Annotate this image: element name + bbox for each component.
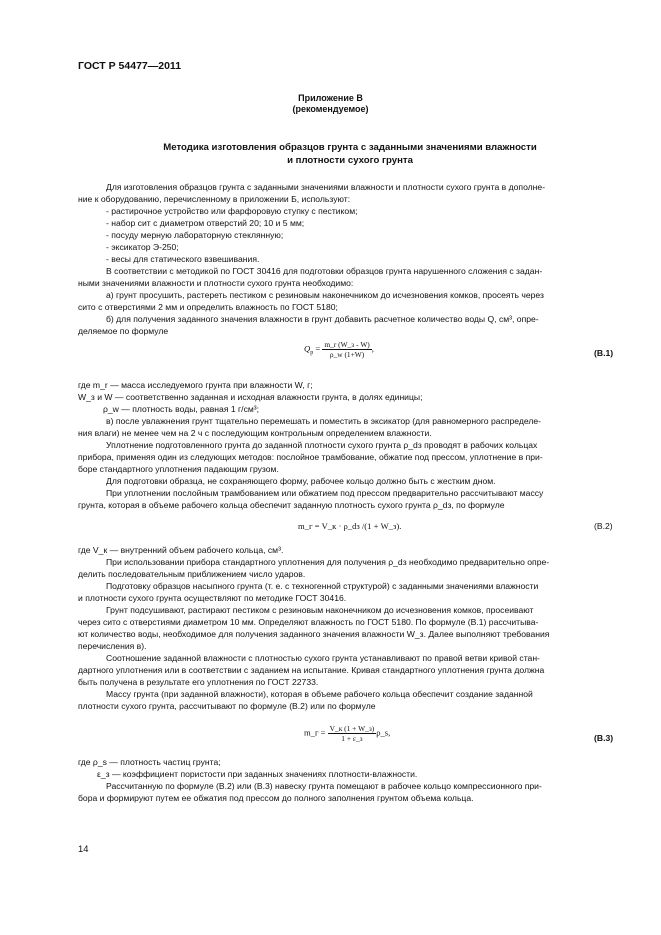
body-line: Для подготовки образца, не сохраняющего форму, рабочее кольцо должно быть с жестким дном. xyxy=(106,476,496,486)
body-line: Соотношение заданной влажности с плотностью сухого грунта устанавливают по правой ветви кривой стан- xyxy=(106,653,540,663)
formula-b3-denominator: 1 + ε_з xyxy=(341,734,363,743)
document-code: ГОСТ Р 54477—2011 xyxy=(78,60,182,72)
formula-b2: m_г = V_к · ρ_dз /(1 + W_з). xyxy=(298,521,402,531)
formula-b1: $Q_р$ = $\frac{m\_r (W\_з - W)}{\rho\_w (1+W)}$ , xyxy=(304,340,374,359)
body-line: Для изготовления образцов грунта с заданными значениями влажности и плотности сухого грунта в дополне- xyxy=(106,182,546,192)
body-line: грунта, которая в объеме рабочего кольца обеспечит заданную плотность сухого грунта ρ_dз, по формуле xyxy=(78,500,505,510)
formula-b1-number: (В.1) xyxy=(594,348,614,358)
where-line: где V_к — внутренний объем рабочего кольца, см³. xyxy=(78,545,284,555)
section-title-line1: Методика изготовления образцов грунта с заданными значениями влажности xyxy=(163,142,537,153)
body-line: б) для получения заданного значения влажности в грунт добавить расчетное количество воды Q, см³, опре- xyxy=(106,314,539,324)
body-line: ют количество воды, необходимое для получения заданного значения влажности W_з. Далее выполняют требования xyxy=(78,629,550,639)
where-line: ρ_w — плотность воды, равная 1 г/см³; xyxy=(103,404,260,414)
body-line: прибора, применяя один из следующих методов: послойное трамбование, обжатие под прессом, уплотнение в при- xyxy=(78,452,543,462)
formula-b2-number: (В.2) xyxy=(594,521,613,531)
where-line: ε_з — коэффициент пористости при заданных значениях плотности-влажности. xyxy=(97,769,418,779)
appendix-title: Приложение В xyxy=(298,93,363,103)
body-line: ния влаги) не менее чем на 2 ч с последующим контрольным определением влажности. xyxy=(78,428,432,438)
formula-b1-numerator: m_r (W_з - W) xyxy=(324,340,370,349)
body-line: в) после увлажнения грунт тщательно перемешать и поместить в эксикатор (для равномерного распределе- xyxy=(106,416,542,426)
list-item: - весы для статического взвешивания. xyxy=(106,254,260,264)
body-line: быть получена в результате его уплотнения по ГОСТ 22733. xyxy=(78,677,319,687)
list-item: - набор сит с диаметром отверстий 20; 10 и 5 мм; xyxy=(106,218,305,228)
body-line: Рассчитанную по формуле (В.2) или (В.3) навеску грунта помещают в рабочее кольцо компрессионного при- xyxy=(106,781,542,791)
section-title-line2: и плотности сухого грунта xyxy=(287,155,413,166)
body-line: дартного уплотнения или в соответствии с заданием на испытание. Кривая стандартного уплотнения грунта должна xyxy=(78,665,545,675)
body-line: Грунт подсушивают, растирают пестиком с резиновым наконечником до исчезновения комков, просеивают xyxy=(106,605,534,615)
body-line: бора и формируют путем ее обжатия под прессом до полного заполнения грунтом объема кольца. xyxy=(78,793,474,803)
body-line: сито с отверстиями 2 мм и определить влажность по ГОСТ 5180; xyxy=(78,302,338,312)
body-line: Уплотнение подготовленного грунта до заданной плотности сухого грунта ρ_dз проводят в рабочих кольцах xyxy=(106,440,538,450)
formula-b3: m_г = $\frac{V\_к (1 + W\_з)}{1 + \varepsilon\_з}$ ρ_s, xyxy=(304,724,391,743)
appendix-note: (рекомендуемое) xyxy=(292,104,369,114)
body-line: боре стандартного уплотнения падающим грузом. xyxy=(78,464,279,474)
where-line: где ρ_s — плотность частиц грунта; xyxy=(78,757,221,767)
body-line: ными значениями влажности и плотности сухого грунта необходимо: xyxy=(78,278,354,288)
body-line: деляемое по формуле xyxy=(78,326,169,336)
list-item: - посуду мерную лабораторную стеклянную; xyxy=(106,230,284,240)
body-line: делить последовательным приближением число ударов. xyxy=(78,569,306,579)
list-item: - эксикатор Э-250; xyxy=(106,242,179,252)
body-line: а) грунт просушить, растереть пестиком с резиновым наконечником до исчезновения комков, просеять через xyxy=(106,290,544,300)
body-line: ние к оборудованию, перечисленному в приложении Б, используют: xyxy=(78,194,351,204)
formula-b3-numerator: V_к (1 + W_з) xyxy=(329,724,375,733)
page-number: 14 xyxy=(78,843,89,854)
body-line: плотности сухого грунта, рассчитывают по формуле (В.2) или по формуле xyxy=(78,701,376,711)
body-line: перечисления в). xyxy=(78,641,147,651)
body-line: При использовании прибора стандартного уплотнения для получения ρ_dз необходимо предварительно опре- xyxy=(106,557,550,567)
formula-b1-denominator: ρ_w (1+W) xyxy=(329,350,365,359)
where-line: W_з и W — соответственно заданная и исходная влажности грунта, в долях единицы; xyxy=(78,392,423,402)
body-line: В соответствии с методикой по ГОСТ 30416 для подготовки образцов грунта нарушенного сложения с задан- xyxy=(106,266,543,276)
body-line: Подготовку образцов насыпного грунта (т. е. с техногенной структурой) с заданными значениями влажности xyxy=(106,581,539,591)
where-line: где m_r — масса исследуемого грунта при влажности W, г; xyxy=(78,380,313,390)
formula-b3-number: (В.3) xyxy=(594,733,614,743)
body-line: через сито с отверстиями диаметром 10 мм. Определяют влажность по ГОСТ 5180. По формуле (В.1) рассчитыва- xyxy=(78,617,539,627)
body-line: Массу грунта (при заданной влажности), которая в объеме рабочего кольца обеспечит создание заданной xyxy=(106,689,533,699)
body-line: При уплотнении послойным трамбованием или обжатием под прессом предварительно рассчитывают массу xyxy=(106,488,544,498)
body-line: и плотности сухого грунта осуществляют по методике ГОСТ 30416. xyxy=(78,593,347,603)
list-item: - растирочное устройство или фарфоровую ступку с пестиком; xyxy=(106,206,358,216)
